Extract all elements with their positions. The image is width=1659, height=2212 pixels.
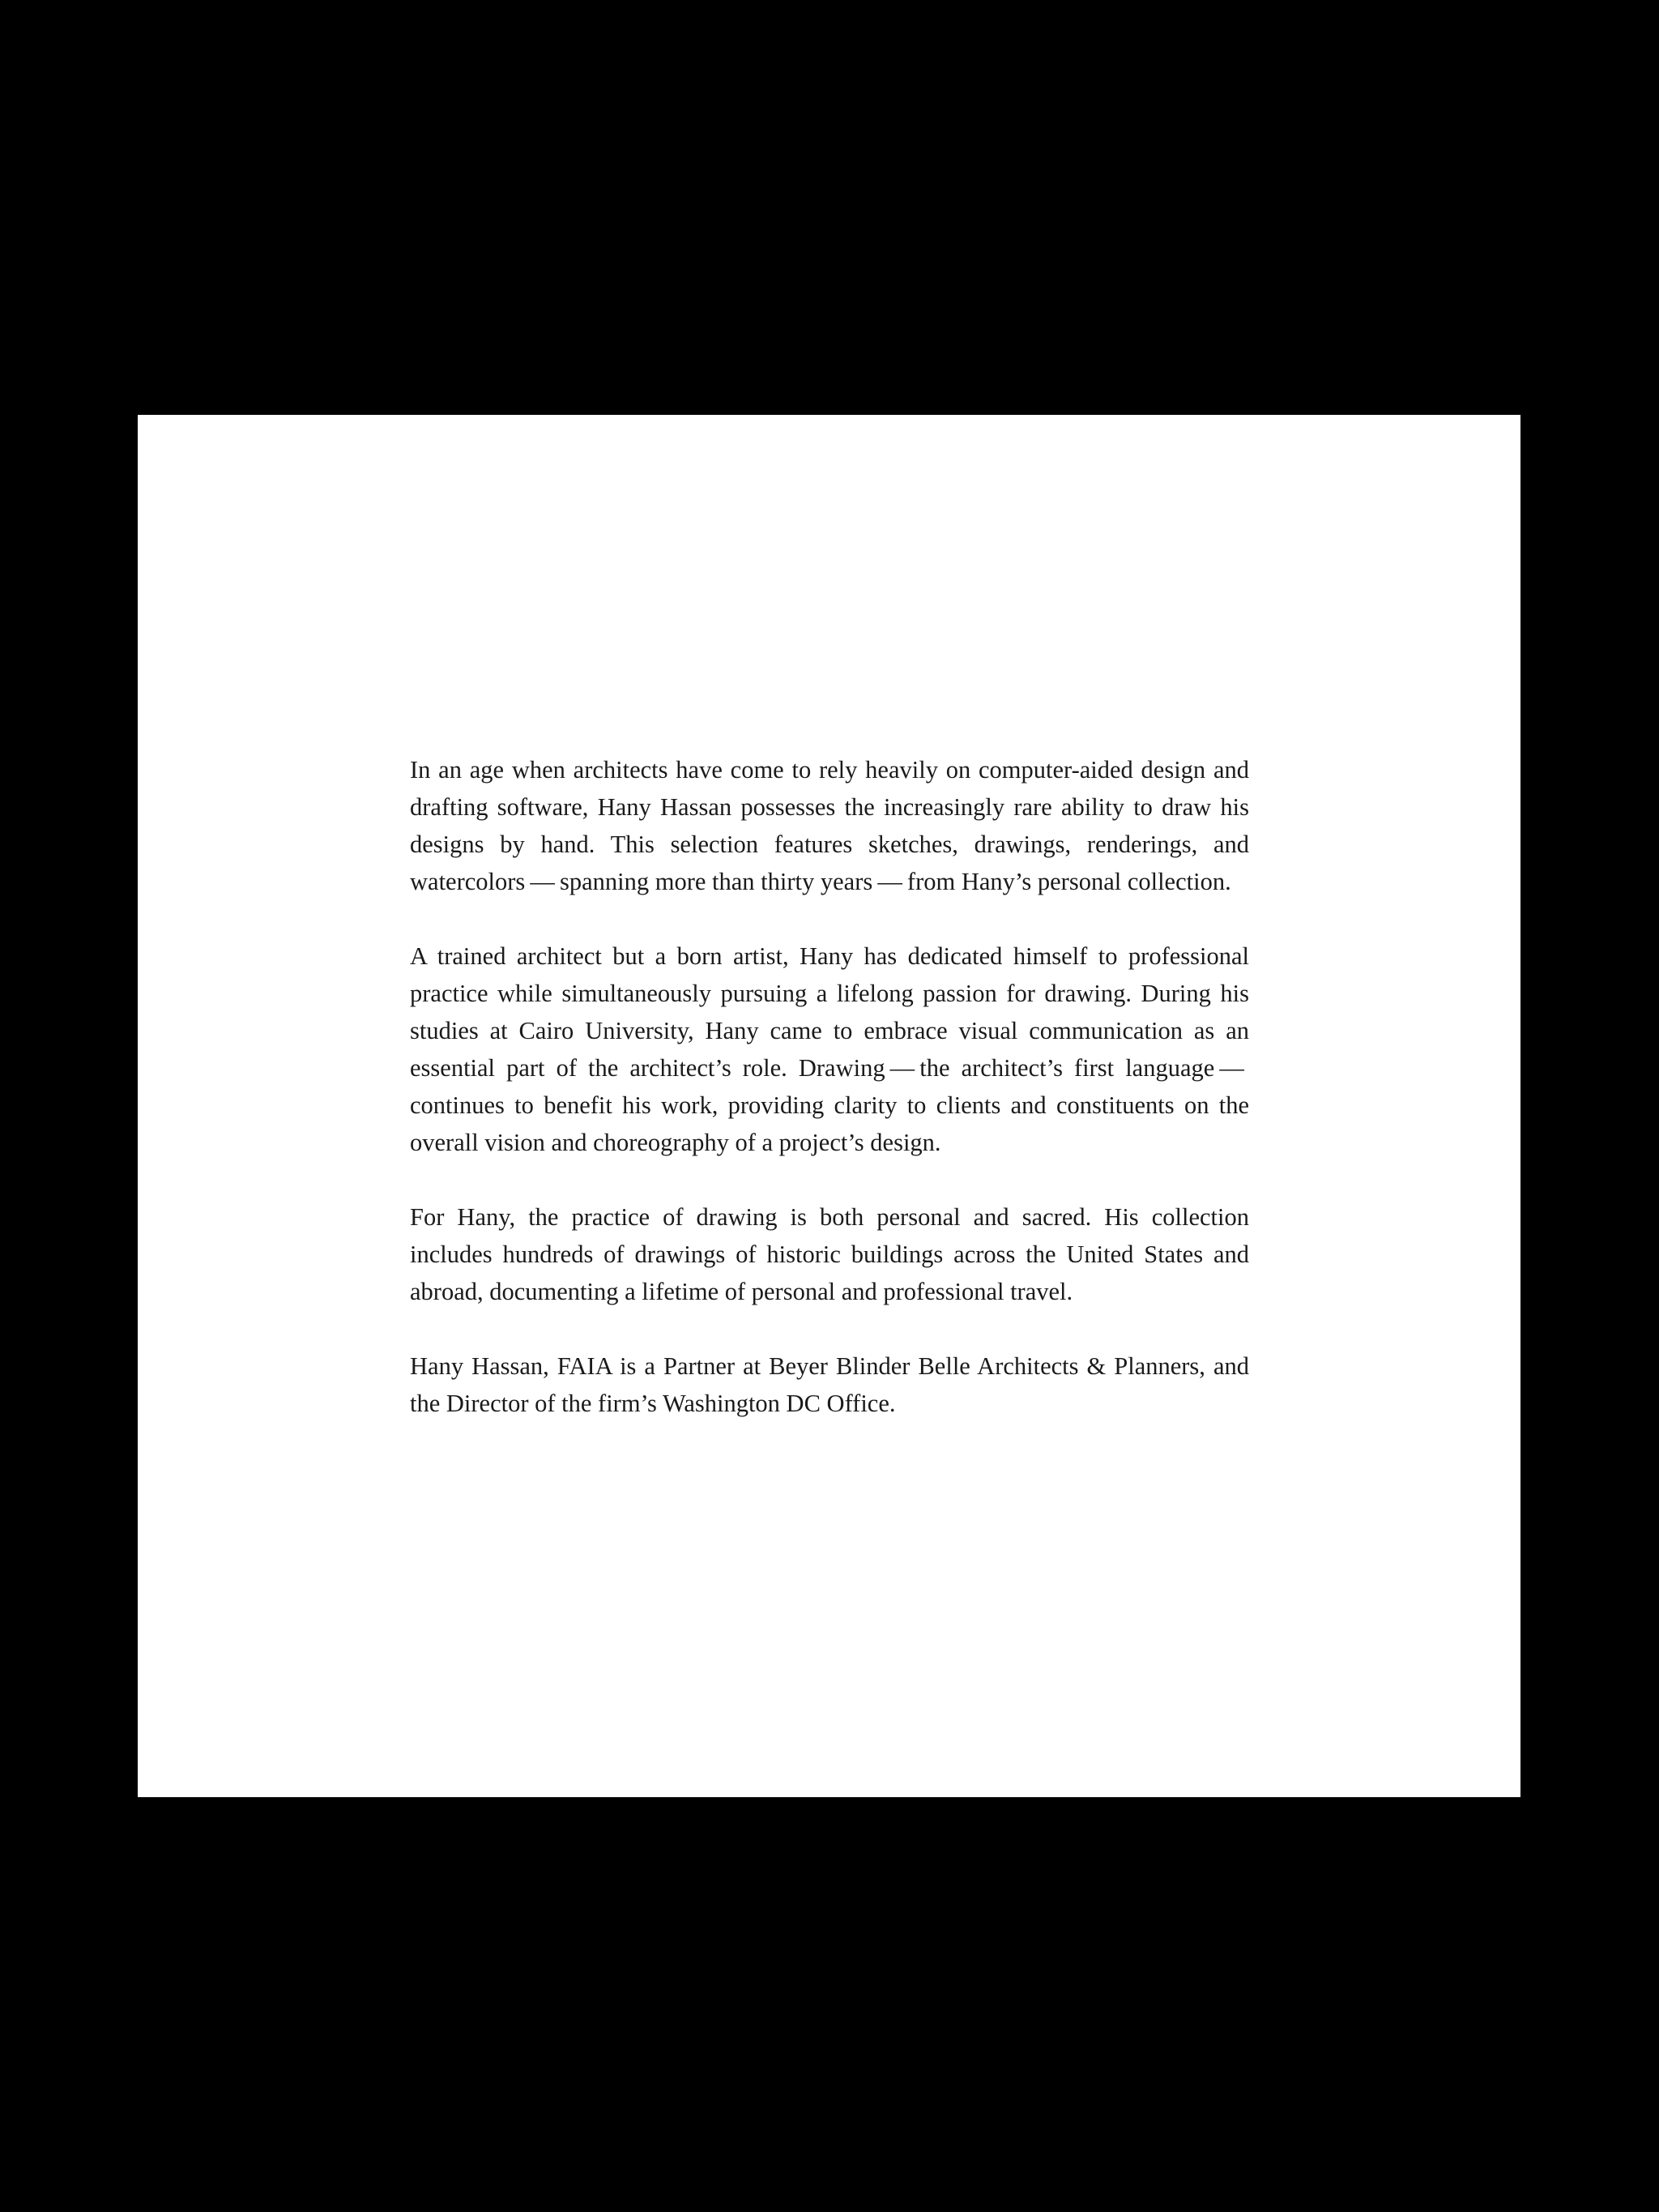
body-text bbox=[410, 751, 1249, 1422]
paragraph-bio: Hany Hassan, FAIA is a Partner at Beyer Blinder Belle Architects & Planners, and the Director of the firm’s Washington DC Office. bbox=[410, 1352, 1249, 1417]
document-page bbox=[138, 415, 1520, 1797]
paragraph-collection: For Hany, the practice of drawing is both personal and sacred. His collection includes hundreds of drawings of historic buildings across the United States and abroad, documenting a lifetime of personal and professional travel. bbox=[410, 1203, 1249, 1305]
paragraph-intro: In an age when architects have come to rely heavily on computer-aided design and drafting software, Hany Hassan possesses the increasingly rare ability to draw his designs by hand. This selection features sketches, drawings, renderings, and watercolors — spanning more than thirty years — from Hany’s personal collection. bbox=[410, 756, 1249, 895]
paragraph-background: A trained architect but a born artist, Hany has dedicated himself to professional practice while simultaneously pursuing a lifelong passion for drawing. During his studies at Cairo University, Hany came to embrace visual communication as an essential part of the architect’s role. Drawing — the architect’s first language — continues to benefit his work, providing clarity to clients and constituents on the overall vision and choreography of a project’s design. bbox=[410, 942, 1249, 1156]
